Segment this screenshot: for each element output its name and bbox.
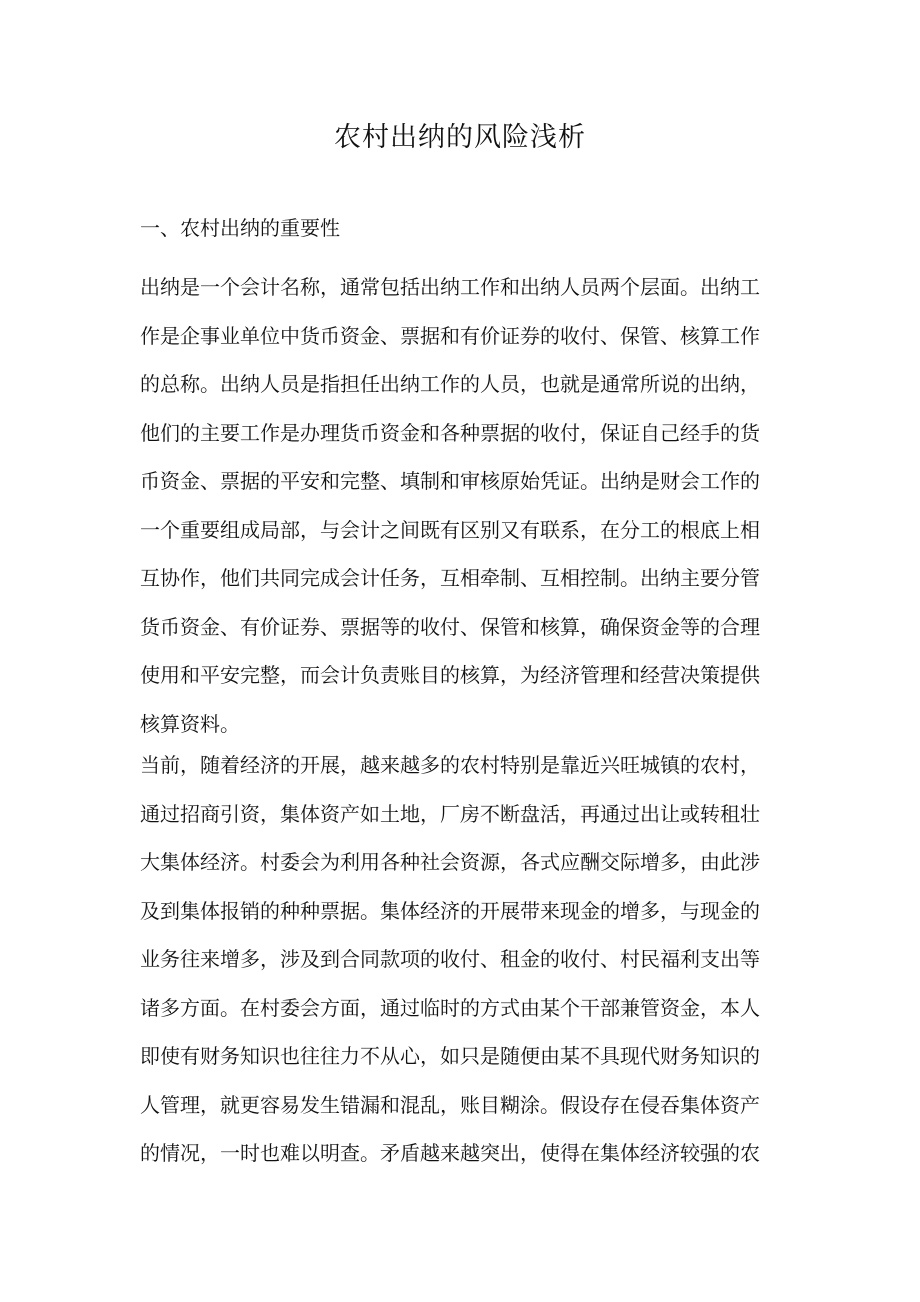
paragraph-line: 一个重要组成局部，与会计之间既有区别又有联系，在分工的根底上相	[140, 517, 760, 542]
paragraph-line: 核算资料。	[140, 711, 240, 736]
paragraph-line: 通过招商引资，集体资产如土地，厂房不断盘活，再通过出让或转租壮	[140, 801, 760, 826]
paragraph-line: 的情况，一时也难以明查。矛盾越来越突出，使得在集体经济较强的农	[140, 1141, 760, 1165]
section-heading: 一、农村出纳的重要性	[140, 216, 340, 240]
paragraph-line: 货币资金、有价证券、票据等的收付、保管和核算，确保资金等的合理	[140, 614, 760, 639]
paragraph-line: 即使有财务知识也往往力不从心，如只是随便由某不具现代财务知识的	[140, 1044, 760, 1068]
paragraph-importance-of-cashier	[140, 263, 780, 748]
paragraph-line: 大集体经济。村委会为利用各种社会资源，各式应酬交际增多，由此涉	[140, 850, 760, 874]
paragraph-line: 业务往来增多，涉及到合同款项的收付、租金的收付、村民福利支出等	[140, 947, 760, 971]
document-title: 农村出纳的风险浅析	[334, 122, 586, 153]
paragraph-line: 出纳是一个会计名称，通常包括出纳工作和出纳人员两个层面。出纳工	[140, 275, 760, 299]
paragraph-line: 作是企事业单位中货币资金、票据和有价证券的收付、保管、核算工作	[140, 323, 760, 348]
paragraph-line: 当前，随着经济的开展，越来越多的农村特别是靠近兴旺城镇的农村，	[140, 753, 760, 777]
paragraph-line: 互协作，他们共同完成会计任务，互相牵制、互相控制。出纳主要分管	[140, 566, 760, 590]
paragraph-line: 及到集体报销的种种票据。集体经济的开展带来现金的增多，与现金的	[140, 898, 760, 923]
paragraph-line: 人管理，就更容易发生错漏和混乱，账目糊涂。假设存在侵吞集体资产	[140, 1092, 760, 1117]
paragraph-line: 他们的主要工作是办理货币资金和各种票据的收付，保证自己经手的货	[140, 420, 760, 445]
paragraph-line: 诸多方面。在村委会方面，通过临时的方式由某个干部兼管资金，本人	[140, 995, 760, 1020]
paragraph-line: 的总称。出纳人员是指担任出纳工作的人员，也就是通常所说的出纳，	[140, 372, 760, 396]
paragraph-line: 币资金、票据的平安和完整、填制和审核原始凭证。出纳是财会工作的	[140, 469, 760, 493]
paragraph-line: 使用和平安完整，而会计负责账目的核算，为经济管理和经营决策提供	[140, 663, 760, 687]
paragraph-current-situation	[140, 741, 780, 1178]
